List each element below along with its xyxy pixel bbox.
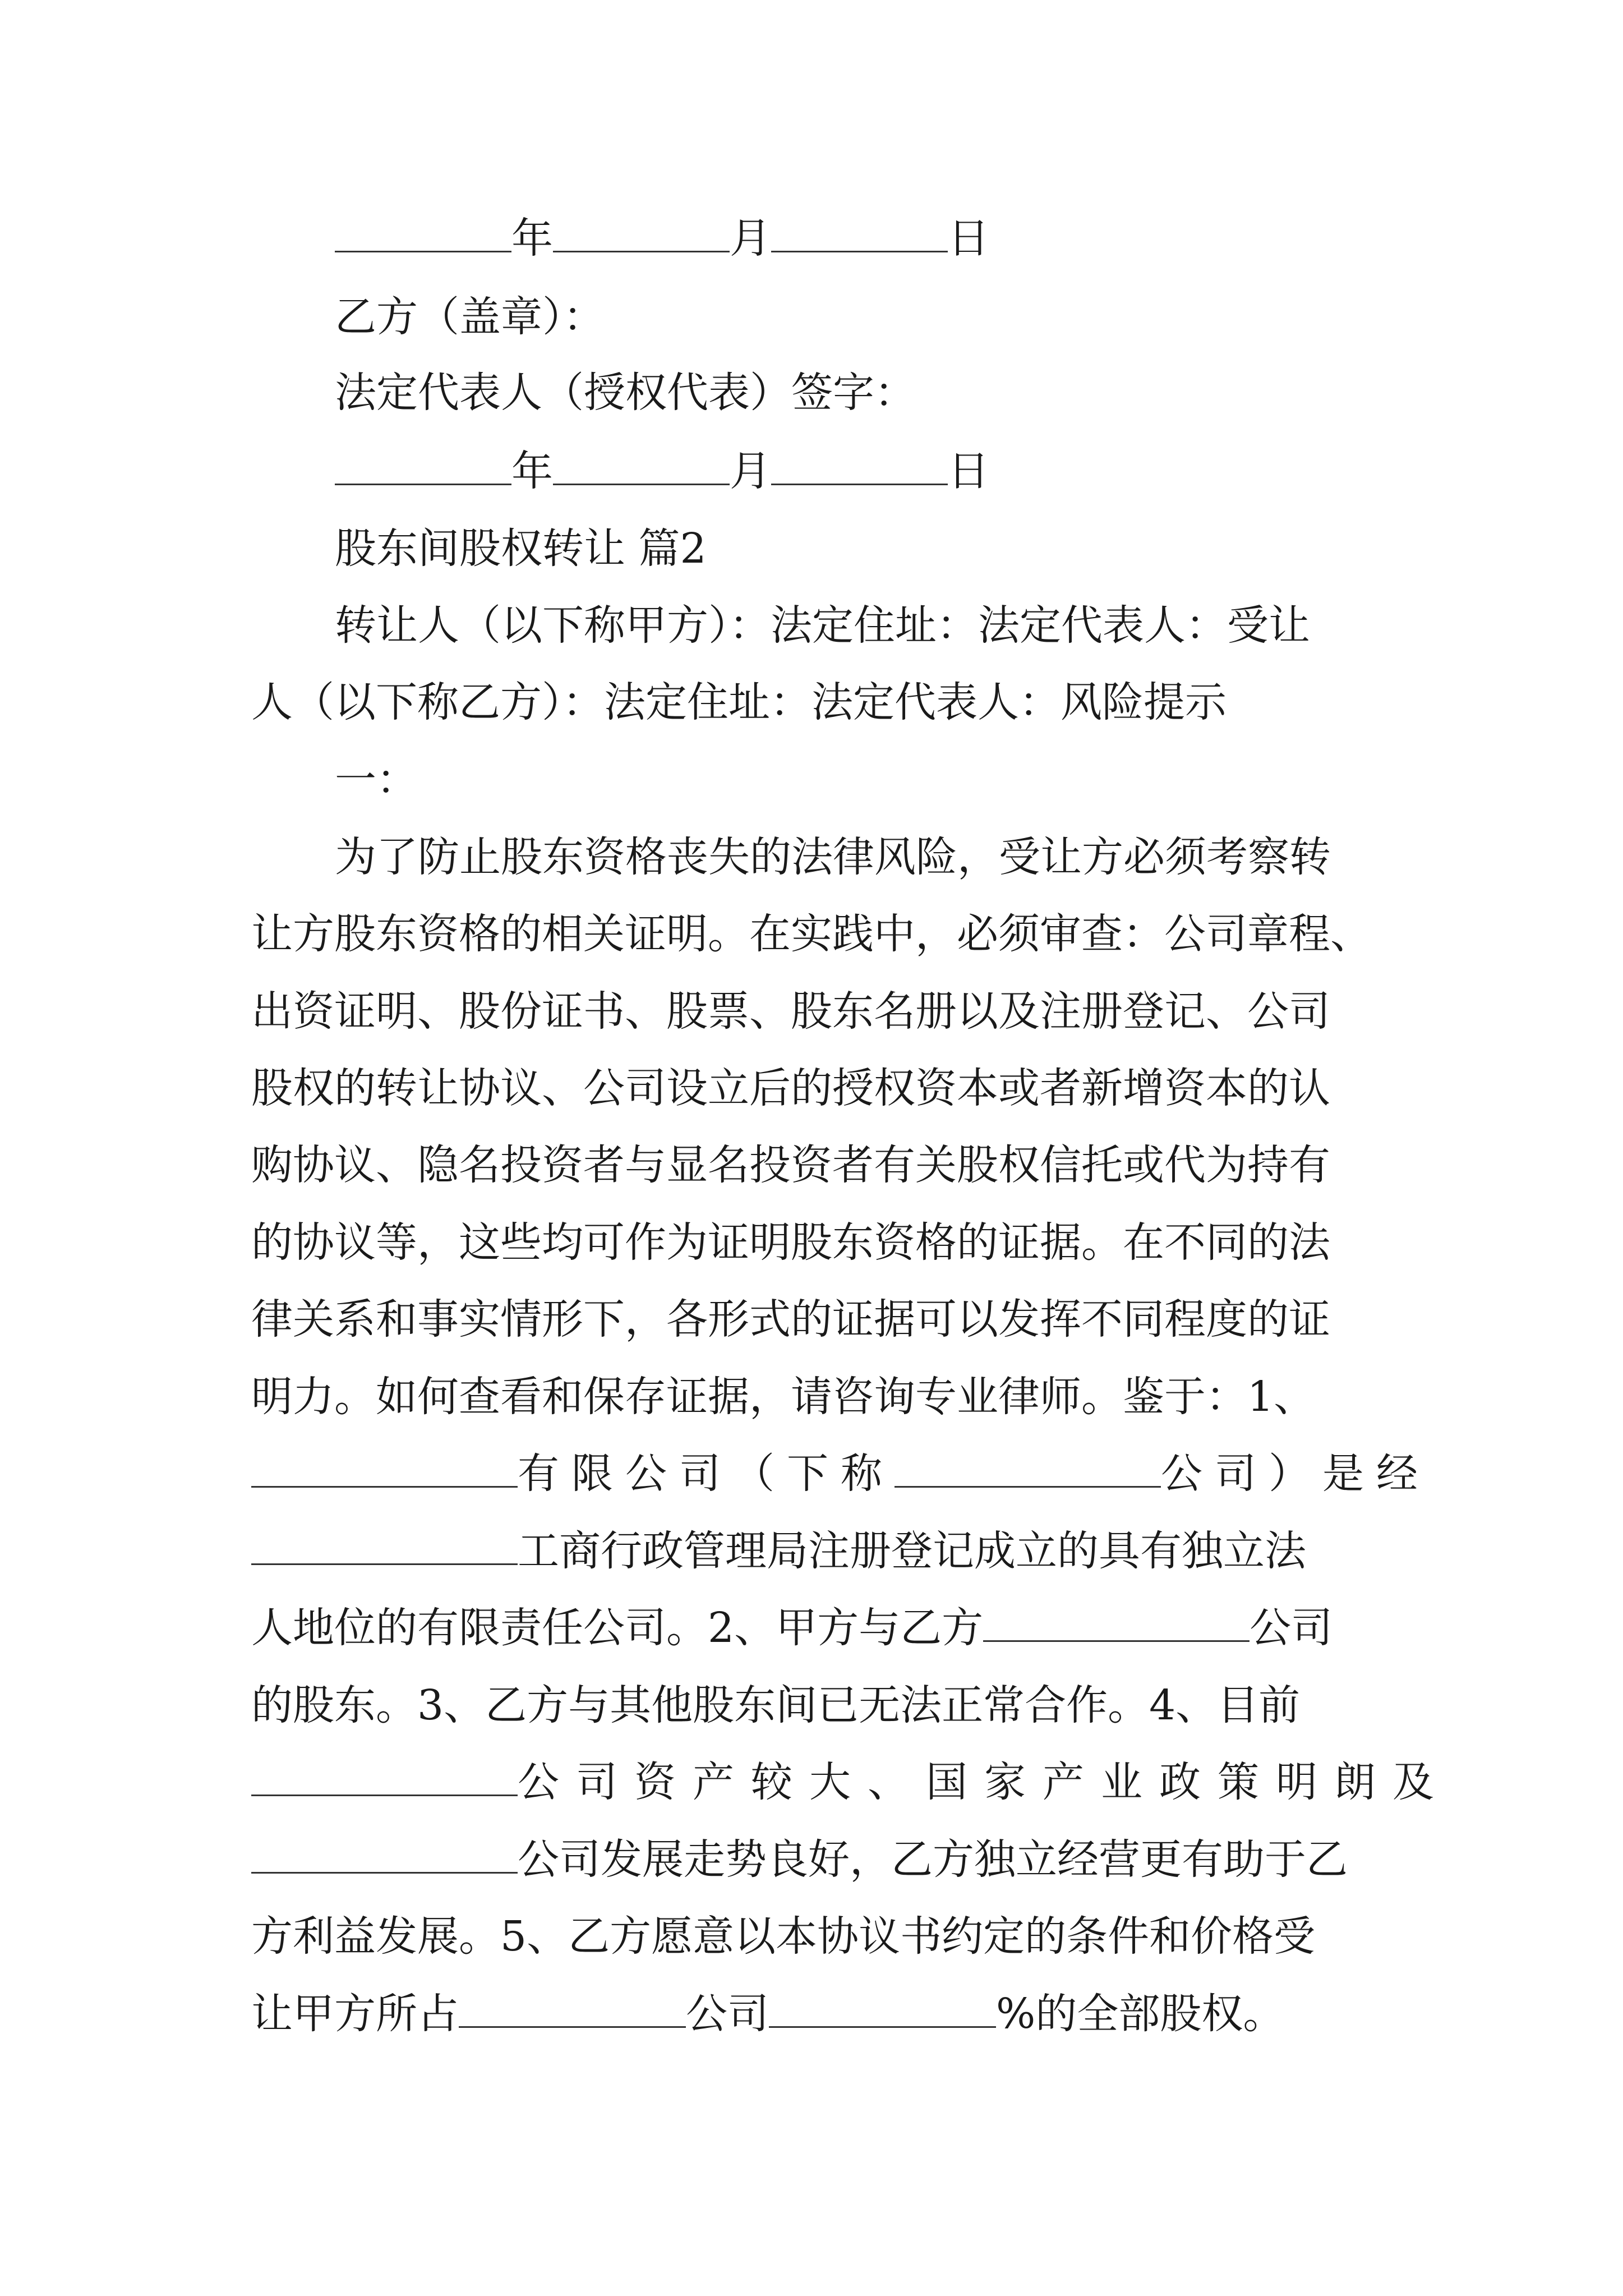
- whereas-line-3: [251, 1600, 1332, 1656]
- body-line-8: 明力。如何查看和保存证据，请咨询专业律师。鉴于：1、: [251, 1373, 1316, 1421]
- percentage-blank[interactable]: [769, 1994, 996, 2028]
- day-label: 日: [948, 214, 989, 263]
- year-blank[interactable]: [335, 451, 511, 485]
- body-line-6: 的协议等，这些均可作为证明股东资格的证据。在不同的法: [251, 1218, 1330, 1267]
- company-name-blank[interactable]: [251, 1453, 518, 1488]
- signature-date-a: [335, 210, 989, 266]
- day-label: 日: [948, 447, 989, 495]
- year-label: 年: [511, 447, 553, 495]
- whereas-line-2: [251, 1523, 1306, 1579]
- whereas-text: 有限公司（下称: [518, 1450, 895, 1498]
- day-blank[interactable]: [771, 218, 948, 252]
- body-line-4: 股权的转让协议、公司设立后的授权资本或者新增资本的认: [251, 1064, 1330, 1112]
- body-line-1: 为了防止股东资格丧失的法律风险，受让方必须考察转: [335, 833, 1331, 881]
- signature-date-b: [335, 443, 989, 499]
- whereas-line-8: [251, 1986, 1284, 2042]
- month-blank[interactable]: [553, 218, 730, 252]
- year-blank[interactable]: [335, 218, 511, 252]
- month-label: 月: [730, 447, 771, 495]
- company-short-name-blank[interactable]: [895, 1453, 1161, 1488]
- company-blank[interactable]: [983, 1608, 1249, 1642]
- whereas-text: 人地位的有限责任公司。2、甲方与乙方: [251, 1604, 984, 1652]
- parties-line-2: 人（以下称乙方）：法定住址：法定代表人：风险提示: [251, 678, 1227, 726]
- company-blank[interactable]: [251, 1762, 518, 1796]
- whereas-text: 让甲方所占: [251, 1990, 459, 2038]
- legal-rep-signature: 法定代表人（授权代表）签字：: [335, 369, 916, 417]
- whereas-text: 公司: [686, 1990, 769, 2038]
- month-label: 月: [730, 214, 771, 263]
- parties-line-1: 转让人（以下称甲方）：法定住址：法定代表人：受让: [335, 601, 1310, 650]
- day-blank[interactable]: [771, 451, 948, 485]
- whereas-line-7: 方利益发展。5、乙方愿意以本协议书约定的条件和价格受: [251, 1912, 1316, 1961]
- whereas-line-4: 的股东。3、乙方与其他股东间已无法正常合作。4、目前: [251, 1681, 1301, 1729]
- company-blank[interactable]: [459, 1994, 686, 2028]
- whereas-text: 公司发展走势良好，乙方独立经营更有助于乙: [518, 1835, 1348, 1884]
- section-title: 股东间股权转让 篇2: [335, 524, 707, 573]
- whereas-text: 公司）是经: [1161, 1450, 1430, 1498]
- body-line-7: 律关系和事实情形下，各形式的证据可以发挥不同程度的证: [251, 1295, 1330, 1343]
- whereas-line-1: [251, 1446, 1430, 1502]
- whereas-text: 公司资产较大、国家产业政策明朗及: [518, 1758, 1451, 1806]
- whereas-line-5: [251, 1754, 1451, 1810]
- year-label: 年: [511, 214, 553, 263]
- risk-heading: 一：: [335, 756, 418, 804]
- body-line-5: 购协议、隐名投资者与显名投资者有关股权信托或代为持有: [251, 1141, 1330, 1189]
- month-blank[interactable]: [553, 451, 730, 485]
- whereas-text: %的全部股权。: [996, 1990, 1285, 2038]
- body-line-3: 出资证明、股份证书、股票、股东名册以及注册登记、公司: [251, 987, 1330, 1036]
- whereas-line-6: [251, 1832, 1348, 1888]
- registration-authority-blank[interactable]: [251, 1531, 518, 1565]
- body-line-2: 让方股东资格的相关证明。在实践中，必须审查：公司章程、: [251, 910, 1372, 958]
- party-b-seal: 乙方（盖章）：: [335, 293, 605, 341]
- whereas-text: 工商行政管理局注册登记成立的具有独立法: [518, 1527, 1306, 1575]
- whereas-text: 公司: [1249, 1604, 1333, 1652]
- company-blank[interactable]: [251, 1839, 518, 1874]
